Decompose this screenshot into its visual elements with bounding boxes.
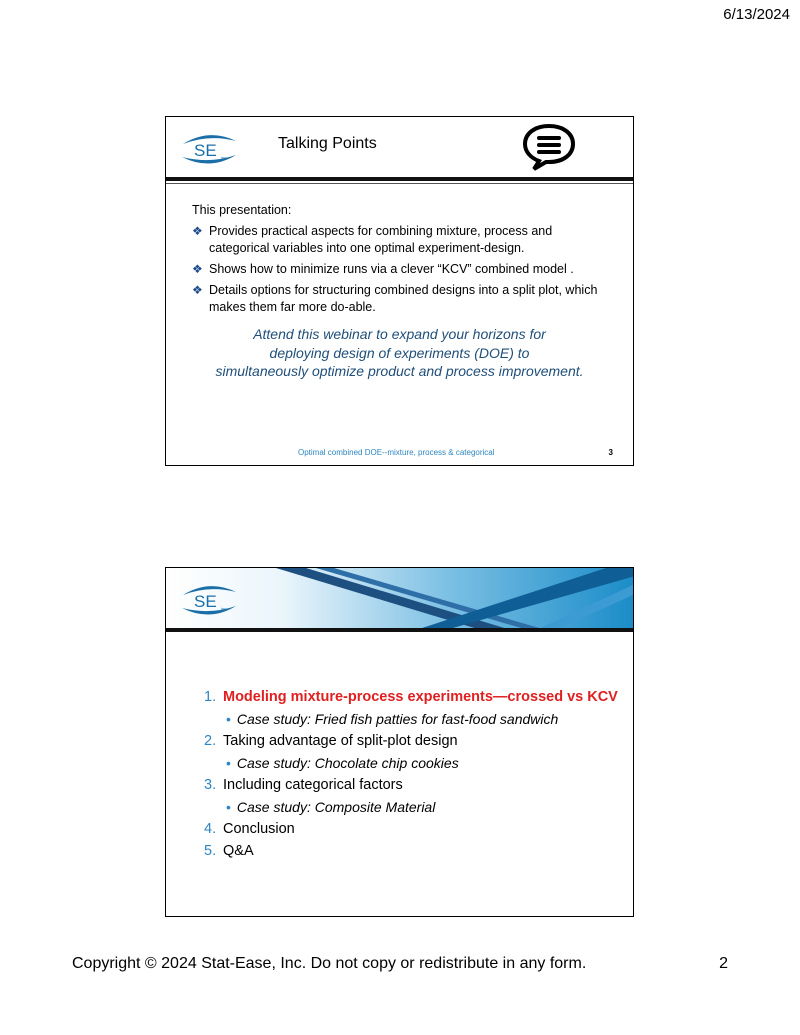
agenda-number: 1. <box>204 689 217 705</box>
logo-sub: inc <box>221 155 227 160</box>
bullet-text: Provides practical aspects for combining mixture, process and categorical variables into one optimal experiment-design. <box>209 224 553 255</box>
callout-line: deploying design of experiments (DOE) to <box>269 344 530 361</box>
agenda-item <box>204 818 624 840</box>
header-rule <box>166 177 633 181</box>
bullet-item <box>192 261 612 278</box>
agenda-list <box>204 686 624 862</box>
slide-footer: Optimal combined DOE--mixture, process & categorical <box>298 448 495 457</box>
page-number: 2 <box>719 955 728 972</box>
slide-agenda <box>165 567 634 917</box>
intro-text: This presentation: <box>192 203 292 217</box>
agenda-subtext: Case study: Chocolate chip cookies <box>236 755 459 771</box>
bullet-text: Shows how to minimize runs via a clever “KCV” combined model . <box>209 262 574 276</box>
callout-line: Attend this webinar to expand your horizons for <box>253 326 546 342</box>
slide-talking-points <box>165 116 634 466</box>
agenda-subitem <box>204 796 624 818</box>
agenda-number: 2. <box>204 733 217 749</box>
bullet-item <box>192 223 612 257</box>
diamond-bullet-icon: ❖ <box>192 224 203 238</box>
stat-ease-logo <box>180 582 238 616</box>
agenda-text: Modeling mixture-process experiments—crossed vs KCV <box>223 689 618 705</box>
diamond-bullet-icon: ❖ <box>192 262 203 276</box>
agenda-subtext: Case study: Composite Material <box>236 799 436 815</box>
logo-text: SE <box>194 592 217 611</box>
bullet-dot-icon: • <box>226 755 231 771</box>
agenda-subitem <box>204 752 624 774</box>
logo-sub: inc <box>221 606 227 611</box>
agenda-item <box>204 840 624 862</box>
logo-text: SE <box>194 141 217 160</box>
agenda-item <box>204 686 624 708</box>
agenda-text: Taking advantage of split-plot design <box>223 733 458 749</box>
agenda-item <box>204 730 624 752</box>
speech-bubble-icon <box>522 122 576 172</box>
copyright-footer: Copyright © 2024 Stat-Ease, Inc. Do not copy or redistribute in any form. <box>72 955 587 972</box>
callout-line: simultaneously optimize product and process improvement. <box>215 363 584 379</box>
bullet-list <box>192 223 612 320</box>
header-rule <box>166 628 633 632</box>
slide-title: Talking Points <box>278 135 377 152</box>
agenda-text: Conclusion <box>223 821 295 837</box>
agenda-number: 3. <box>204 777 217 793</box>
diamond-bullet-icon: ❖ <box>192 283 203 297</box>
agenda-text: Including categorical factors <box>223 777 403 793</box>
bullet-dot-icon: • <box>226 711 231 727</box>
slide-number: 3 <box>608 448 613 457</box>
agenda-text: Q&A <box>223 843 254 859</box>
page-date: 6/13/2024 <box>723 6 790 23</box>
agenda-number: 4. <box>204 821 217 837</box>
callout-text <box>166 325 633 381</box>
bullet-text: Details options for structuring combined designs into a split plot, which makes them far more do-able. <box>209 283 598 314</box>
bullet-item <box>192 282 612 316</box>
agenda-subtext: Case study: Fried fish patties for fast-food sandwich <box>236 711 559 727</box>
agenda-item <box>204 774 624 796</box>
bullet-dot-icon: • <box>226 799 231 815</box>
agenda-number: 5. <box>204 843 217 859</box>
header-rule-thin <box>166 183 633 184</box>
agenda-subitem <box>204 708 624 730</box>
stat-ease-logo <box>180 131 238 165</box>
